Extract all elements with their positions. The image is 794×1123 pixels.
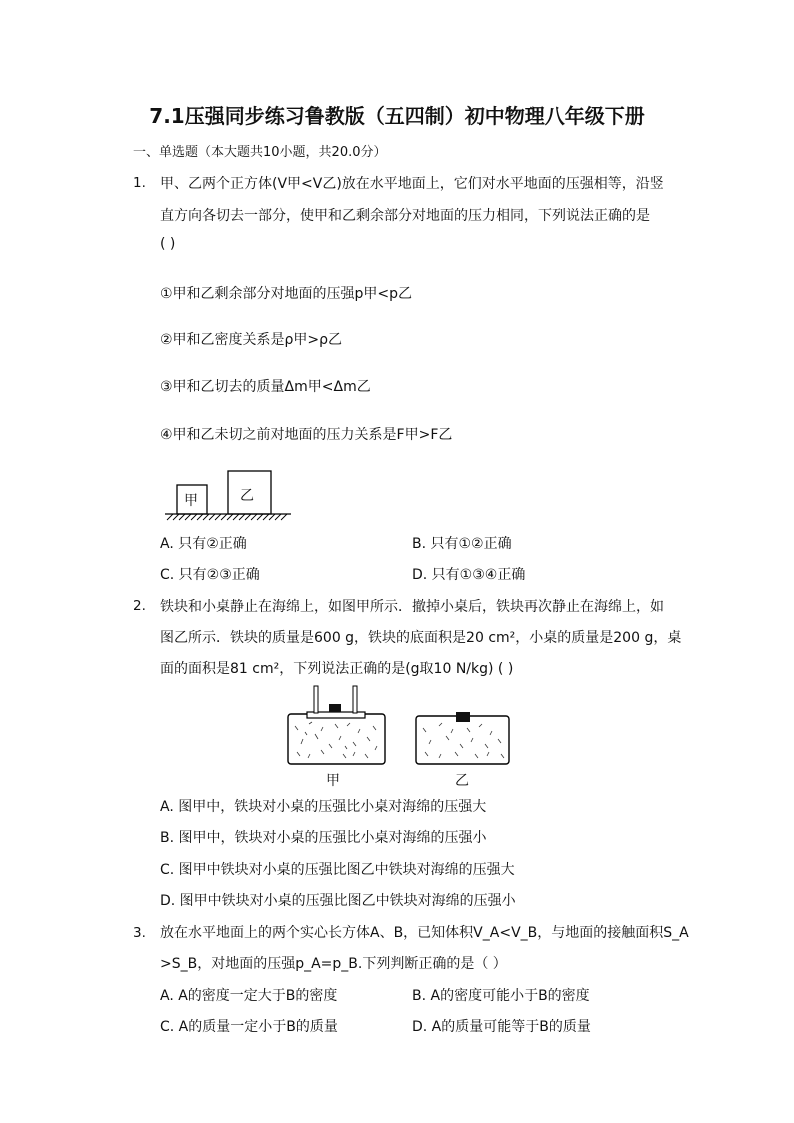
table-leg-left	[314, 686, 318, 713]
q1-statement-2: ②甲和乙密度关系是ρ甲>ρ乙	[160, 332, 343, 348]
q2-fig-label-yi: 乙	[455, 773, 469, 789]
page-title: 7.1压强同步练习鲁教版（五四制）初中物理八年级下册	[149, 104, 645, 128]
iron-block	[329, 704, 341, 712]
q3-option-b: B. A的密度可能小于B的密度	[412, 988, 590, 1004]
q2-option-b: B. 图甲中，铁块对小桌的压强比小桌对海绵的压强小	[160, 830, 487, 846]
q2-figure-yi	[413, 708, 513, 768]
q2-line2: 图乙所示．铁块的质量是600 g，铁块的底面积是20 cm²，小桌的质量是200 g，桌	[160, 630, 682, 646]
q1-cubes-figure	[160, 466, 295, 522]
q2-line3: 面的面积是81 cm²，下列说法正确的是(g取10 N/kg) ( )	[160, 661, 514, 677]
q1-option-d: D. 只有①③④正确	[412, 567, 526, 583]
q1-fig-label-yi: 乙	[240, 488, 254, 504]
sponge-texture	[295, 722, 377, 758]
q3-option-a: A. A的密度一定大于B的密度	[160, 988, 338, 1004]
q1-option-c: C. 只有②③正确	[160, 567, 260, 583]
sponge-texture	[423, 723, 504, 758]
q2-figure-jia	[285, 684, 390, 768]
q1-number: 1.	[133, 175, 146, 191]
q3-option-d: D. A的质量可能等于B的质量	[412, 1019, 591, 1035]
iron-block	[456, 712, 470, 722]
q3-option-c: C. A的质量一定小于B的质量	[160, 1019, 338, 1035]
q1-option-a: A. 只有②正确	[160, 536, 247, 552]
q2-option-a: A. 图甲中，铁块对小桌的压强比小桌对海绵的压强大	[160, 799, 487, 815]
table-leg-right	[353, 686, 357, 713]
q1-statement-1: ①甲和乙剩余部分对地面的压强p甲<p乙	[160, 286, 413, 302]
q3-line1: 放在水平地面上的两个实心长方体A、B，已知体积V_A<V_B，与地面的接触面积S_A	[160, 925, 689, 941]
ground-hatch	[167, 514, 287, 520]
q1-statement-4: ④甲和乙未切之前对地面的压力关系是F甲>F乙	[160, 427, 453, 443]
sponge	[416, 716, 509, 764]
sponge	[288, 714, 385, 764]
q2-option-d: D. 图甲中铁块对小桌的压强比图乙中铁块对海绵的压强小	[160, 893, 516, 909]
q1-statement-3: ③甲和乙切去的质量Δm甲<Δm乙	[160, 379, 371, 395]
q1-option-b: B. 只有①②正确	[412, 536, 512, 552]
q3-number: 3.	[133, 925, 146, 941]
q3-line2: >S_B，对地面的压强p_A=p_B.下列判断正确的是（ ）	[160, 956, 507, 972]
q1-line3: ( )	[160, 236, 176, 252]
q1-fig-label-jia: 甲	[184, 493, 198, 509]
q2-number: 2.	[133, 598, 146, 614]
q2-line1: 铁块和小桌静止在海绵上，如图甲所示．撤掉小桌后，铁块再次静止在海绵上，如	[160, 599, 664, 615]
q1-line1: 甲、乙两个正方体(V甲<V乙)放在水平地面上，它们对水平地面的压强相等，沿竖	[160, 176, 664, 192]
section-heading: 一、单选题（本大题共10小题，共20.0分）	[133, 145, 387, 160]
q2-option-c: C. 图甲中铁块对小桌的压强比图乙中铁块对海绵的压强大	[160, 862, 515, 878]
q1-line2: 直方向各切去一部分，使甲和乙剩余部分对地面的压力相同，下列说法正确的是	[160, 208, 650, 224]
q2-fig-label-jia: 甲	[326, 773, 340, 789]
